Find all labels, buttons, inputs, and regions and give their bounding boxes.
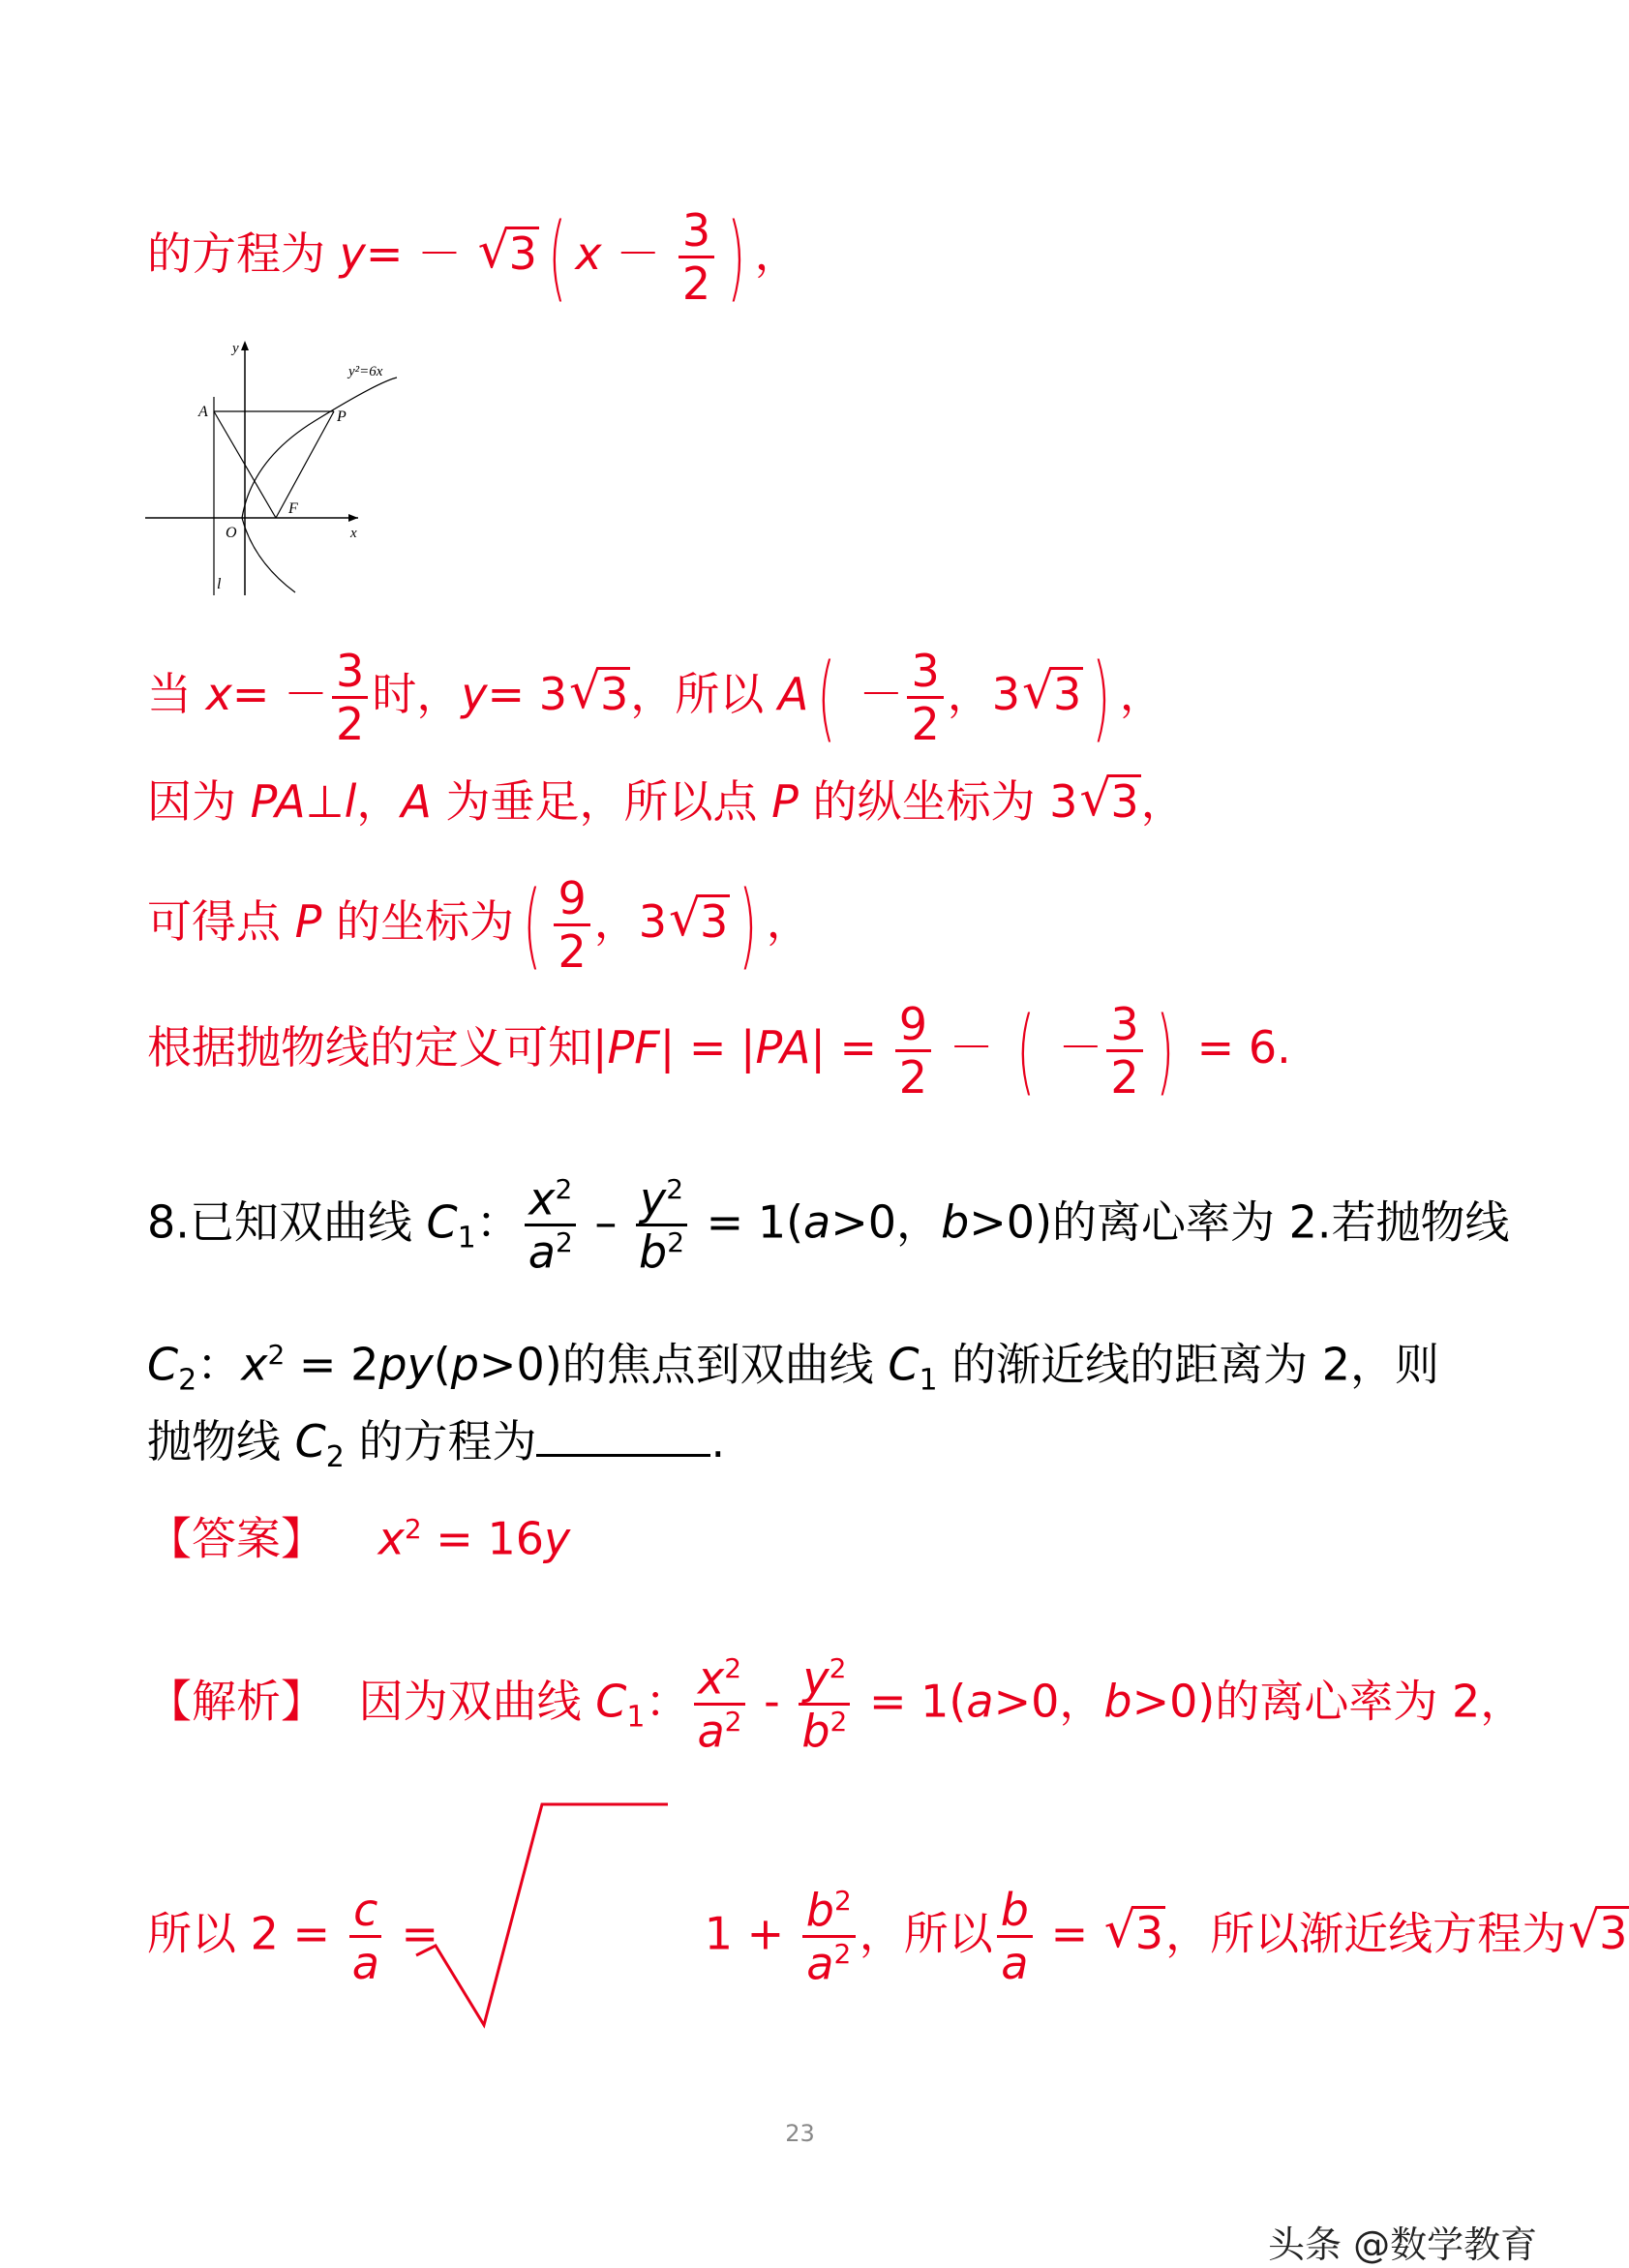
page-number: 23 [785, 2120, 815, 2147]
line-perpendicular: 因为 PA⊥l，A 为垂足，所以点 P 的纵坐标为 3√ 3， [147, 772, 1186, 831]
line-point-p: 可得点 P 的坐标为( $\frac{9}{2}$ ，3√ 3 ) ， [147, 876, 811, 974]
y-axis-label: y [232, 341, 239, 356]
curve-label: y²=6x [348, 364, 383, 379]
point-p-label: P [337, 408, 347, 425]
line-when-x: 当 x= － $\frac{3}{2}$ 时，y= 3√ 3，所以 A( － $\frac{3}{2}$ ，3√ 3 ) ， [147, 649, 1164, 746]
question-8-line-1: 8.已知双曲线 $C_1$： $\frac{x^2}{a^2}$ – $\frac{y^2}{b^2}$ = 1(a>0，b>0)的离心率为 2.若抛物线 [147, 1172, 1510, 1279]
question-8-line-3: 抛物线 $C_2$ 的方程为 . [147, 1411, 725, 1487]
point-a-label: A [198, 404, 208, 420]
directrix-label: l [217, 576, 222, 592]
answer-blank [536, 1411, 710, 1457]
question-8-line-2: $C_2$：$x^2 = 2py(p>0)$的焦点到双曲线 $C_1$ 的渐近线的距离为 2，则 [147, 1338, 1440, 1398]
analysis-line-2: 所以 2 = $\frac{c}{a}$ = 1 + $\frac{b^2}{a^2}$ ，所以 $\frac{b}{a}$ = √ 3，所以渐近线方程为√ 3 [147, 1888, 1629, 1986]
answer-line: 【答案】 $x^2 = 16y$ [147, 1512, 571, 1565]
focus-label: F [288, 500, 298, 517]
x-axis-label: x [350, 526, 357, 541]
watermark: 头条 @数学教育 [1268, 2223, 1538, 2266]
line-definition: 根据抛物线的定义可知|PF| = |PA| = $\frac{9}{2}$ － ( － $\frac{3}{2}$ ) = 6. [147, 996, 1291, 1105]
large-radical-sign [416, 1800, 668, 2028]
answer-label: 【答案】 [147, 1512, 325, 1565]
line-asymptote-equation: 的方程为 y= － √ 3 ( x － $\frac{3}{2}$ ) ， [147, 208, 799, 306]
parabola-figure [145, 339, 383, 600]
origin-label: O [226, 525, 237, 541]
analysis-label: 【解析】 [147, 1675, 325, 1728]
analysis-line-1: 【解析】 因为双曲线 $C_1$： $\frac{x^2}{a^2}$ - $\frac{y^2}{b^2}$ = 1(a>0，b>0)的离心率为 2， [147, 1651, 1525, 1758]
